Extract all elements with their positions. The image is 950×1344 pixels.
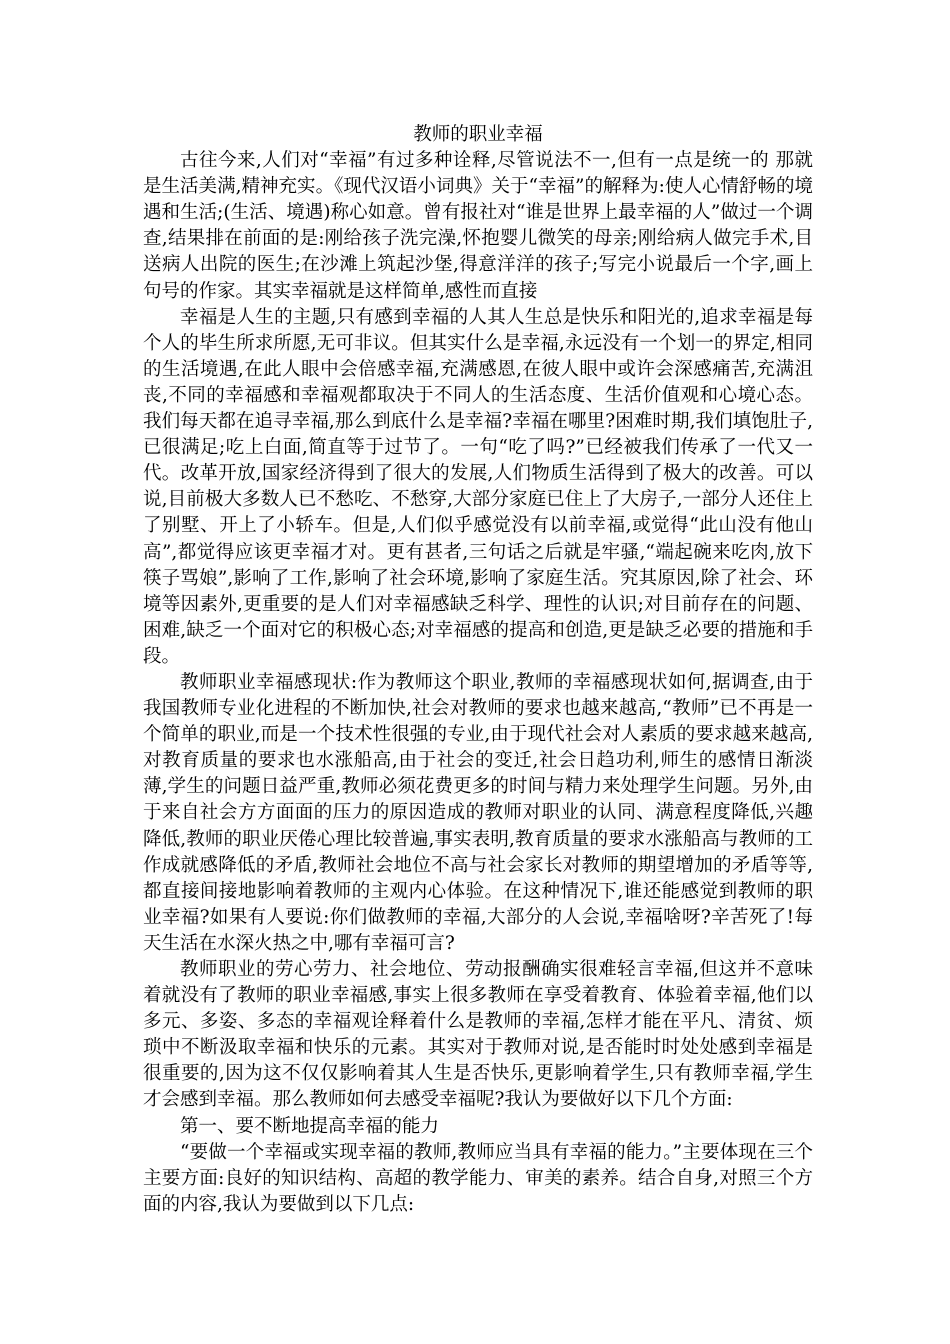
paragraph-intro: 古往今来,人们对“幸福”有过多种诠释,尽管说法不一,但有一点是统一的 那就是生活美满,精神充实。《现代汉语小词典》关于“幸福”的解释为:使人心情舒畅的境遇和生活;(生活、境遇)称心如意。曾有报社对“谁是世界上最幸福的人”做过一个调查,结果排在前面的是:刚给孩子洗完澡,怀抱婴儿微笑的母亲;刚给病人做完手术,目送病人出院的医生;在沙滩上筑起沙堡,得意洋洋的孩子;写完小说最后一个字,画上句号的作家。其实幸福就是这样简单,感性而直接 xyxy=(143,150,813,302)
paragraph-teacher-happiness: 教师职业的劳心劳力、社会地位、劳动报酬确实很难轻言幸福,但这并不意味着就没有了教师的职业幸福感,事实上很多教师在享受着教育、体验着幸福,他们以多元、多姿、多态的幸福观诠释着什么是教师的幸福,怎样才能在平凡、清贫、烦琐中不断汲取幸福和快乐的元素。其实对于教师对说,是否能时时处处感到幸福是很重要的,因为这不仅仅影响着其人生是否快乐,更影响着学生,只有教师幸福,学生才会感到幸福。那么教师如何去感受幸福呢?我认为要做好以下几个方面: xyxy=(143,959,813,1111)
paragraph-happiness-theme: 幸福是人生的主题,只有感到幸福的人其人生总是快乐和阳光的,追求幸福是每个人的毕生所求所愿,无可非议。但其实什么是幸福,永远没有一个划一的界定,相同的生活境遇,在此人眼中会倍感幸福,充满感恩,在彼人眼中或许会深感痛苦,充满沮丧,不同的幸福感和幸福观都取决于不同人的生活态度、生活价值观和心境心态。我们每天都在追寻幸福,那么到底什么是幸福?幸福在哪里?困难时期,我们填饱肚子,已很满足;吃上白面,简直等于过节了。一句“吃了吗?”已经被我们传承了一代又一代。改革开放,国家经济得到了很大的发展,人们物质生活得到了极大的改善。可以说,目前极大多数人已不愁吃、不愁穿,大部分家庭已住上了大房子,一部分人还住上了别墅、开上了小轿车。但是,人们似乎感觉没有以前幸福,或觉得“此山没有他山高”,都觉得应该更幸福才对。更有甚者,三句话之后就是牢骚,“端起碗来吃肉,放下筷子骂娘”,影响了工作,影响了社会环境,影响了家庭生活。究其原因,除了社会、环境等因素外,更重要的是人们对幸福感缺乏科学、理性的认识;对目前存在的问题、困难,缺乏一个面对它的积极心态;对幸福感的提高和创造,更是缺乏必要的措施和手段。 xyxy=(143,306,813,667)
paragraph-ability: “要做一个幸福或实现幸福的教师,教师应当具有幸福的能力。”主要体现在三个主要方面:良好的知识结构、高超的教学能力、审美的素养。结合自身,对照三个方面的内容,我认为要做到以下几点: xyxy=(143,1141,813,1215)
section-heading-first: 第一、要不断地提高幸福的能力 xyxy=(180,1115,440,1137)
document-title: 教师的职业幸福 xyxy=(413,124,543,145)
document-body xyxy=(143,122,813,1218)
paragraph-teacher-status: 教师职业幸福感现状:作为教师这个职业,教师的幸福感现状如何,据调查,由于我国教师专业化进程的不断加快,社会对教师的要求也越来越高,“教师”已不再是一个简单的职业,而是一个技术性很强的专业,由于现代社会对人素质的要求越来越高,对教育质量的要求也水涨船高,由于社会的变迁,社会日趋功利,师生的感情日渐淡薄,学生的问题日益严重,教师必须花费更多的时间与精力来处理学生问题。另外,由于来自社会方方面面的压力的原因造成的教师对职业的认同、满意程度降低,兴趣降低,教师的职业厌倦心理比较普遍,事实表明,教育质量的要求水涨船高与教师的工作成就感降低的矛盾,教师社会地位不高与社会家长对教师的期望增加的矛盾等等,都直接间接地影响着教师的主观内心体验。在这种情况下,谁还能感觉到教师的职业幸福?如果有人要说:你们做教师的幸福,大部分的人会说,幸福啥呀?辛苦死了!每天生活在水深火热之中,哪有幸福可言? xyxy=(143,671,813,954)
